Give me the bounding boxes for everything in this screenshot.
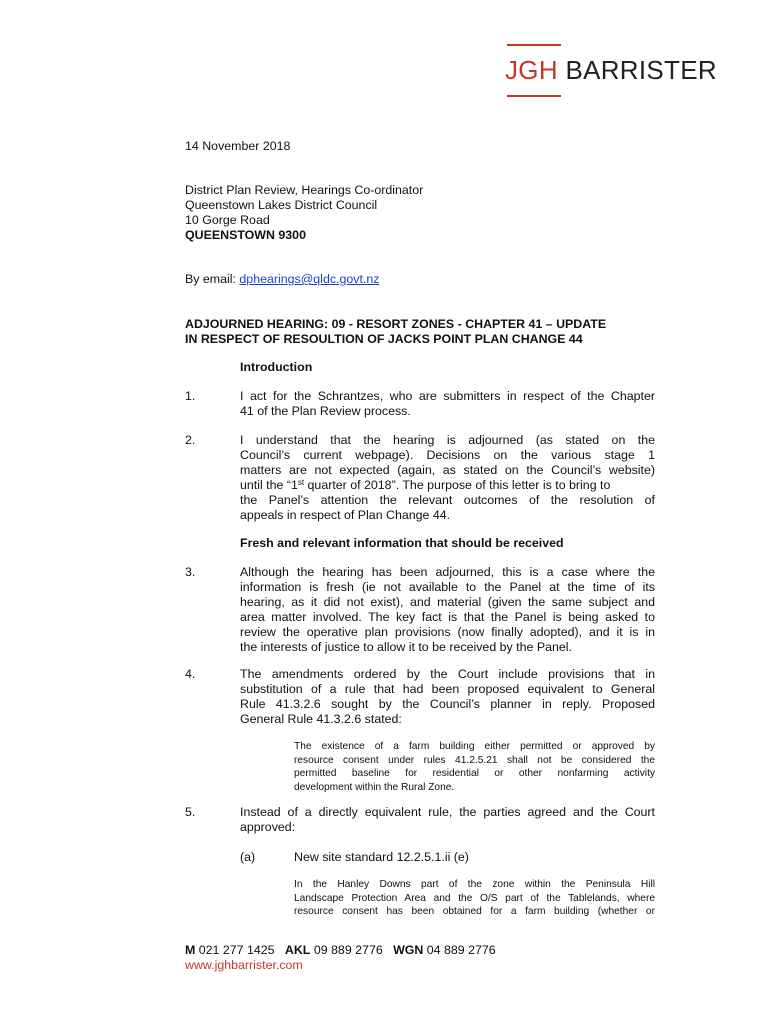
quote-line: permitted baseline for residential or other nonfarming activity — [294, 768, 655, 779]
quote-line: resource consent has been obtained for a farm building (whether or — [294, 906, 655, 917]
email-link[interactable]: dphearings@qldc.govt.nz — [239, 272, 380, 286]
paragraph-number: 2. — [185, 433, 196, 447]
paragraph-line — [240, 478, 655, 493]
email-label: By email: — [185, 272, 240, 286]
subject-heading — [185, 317, 655, 347]
email-line — [185, 272, 379, 287]
address-block — [185, 183, 423, 243]
subject-line: IN RESPECT OF RESOULTION OF JACKS POINT PLAN CHANGE 44 — [185, 332, 583, 346]
akl-label: AKL — [284, 943, 311, 957]
address-line: Queenstown Lakes District Council — [185, 198, 378, 212]
akl-number: 09 889 2776 — [310, 943, 383, 957]
paragraph-5 — [240, 805, 655, 835]
paragraph-line: I act for the Schrantzes, who are submitters in respect of the Chapter — [240, 389, 655, 403]
logo-top-rule — [507, 44, 561, 46]
paragraph-line: hearing, as it did not exist), and material (given the same subject and — [240, 595, 655, 609]
quoted-standard — [294, 878, 655, 919]
paragraph-number: 4. — [185, 667, 196, 681]
quote-line: resource consent under rules 41.2.5.21 shall not be considered the — [294, 754, 655, 766]
paragraph-line: the interests of justice to allow it to be received by the Panel. — [240, 640, 572, 654]
paragraph-number: 3. — [185, 565, 196, 579]
logo-jgh: JGH — [505, 55, 558, 85]
logo-bottom-rule — [507, 95, 561, 97]
sub-item-text: New site standard 12.2.5.1.ii (e) — [294, 850, 469, 864]
text-run: quarter of 2018”. The purpose of this letter is to bring to — [304, 478, 611, 492]
wgn-label: WGN — [393, 943, 424, 957]
introduction-heading: Introduction — [240, 360, 313, 374]
website-link[interactable]: www.jghbarrister.com — [185, 958, 303, 972]
paragraph-3 — [240, 565, 655, 655]
mobile-number: 021 277 1425 — [195, 943, 275, 957]
paragraph-4 — [240, 667, 655, 727]
paragraph-line: Council’s current webpage). Decisions on the various stage 1 — [240, 448, 655, 462]
logo-barrister: BARRISTER — [565, 55, 717, 85]
jgh-barrister-logo — [505, 56, 717, 84]
fresh-information-heading: Fresh and relevant information that should be received — [240, 536, 564, 550]
paragraph-1 — [240, 389, 655, 419]
quote-line: Landscape Protection Area and the O/S part of the Tablelands, where — [294, 892, 655, 904]
paragraph-line: Rule 41.3.2.6 sought by the Council’s planner in reply. Proposed — [240, 697, 655, 711]
paragraph-line: approved: — [240, 820, 296, 834]
paragraph-line: Instead of a directly equivalent rule, the parties agreed and the Court — [240, 805, 655, 819]
paragraph-line: substitution of a rule that had been proposed equivalent to General — [240, 682, 655, 696]
sub-item-label: (a) — [240, 850, 256, 864]
text-run: until the “1 — [240, 478, 298, 492]
paragraph-line: appeals in respect of Plan Change 44. — [240, 508, 451, 522]
superscript: st — [297, 478, 305, 487]
footer — [185, 943, 496, 973]
address-line: District Plan Review, Hearings Co-ordinator — [185, 183, 424, 197]
paragraph-line: Although the hearing has been adjourned, this is a case where the — [240, 565, 655, 579]
paragraph-line: The amendments ordered by the Court include provisions that in — [240, 667, 655, 681]
paragraph-line: matters are not expected (again, as stated on the Council’s website) — [240, 463, 655, 477]
quoted-rule — [294, 740, 655, 794]
paragraph-number: 5. — [185, 805, 196, 819]
paragraph-line: the Panel’s attention the relevant outcomes of the resolution of — [240, 493, 655, 507]
mobile-label: M — [185, 943, 196, 957]
subject-line: ADJOURNED HEARING: 09 - RESORT ZONES - CHAPTER 41 – UPDATE — [185, 317, 607, 331]
paragraph-2 — [240, 433, 655, 523]
footer-phones — [185, 943, 496, 958]
paragraph-line: 41 of the Plan Review process. — [240, 404, 411, 418]
quote-line: development within the Rural Zone. — [294, 781, 455, 793]
address-city: QUEENSTOWN 9300 — [185, 228, 306, 242]
paragraph-line: General Rule 41.3.2.6 stated: — [240, 712, 402, 726]
wgn-number: 04 889 2776 — [423, 943, 496, 957]
paragraph-line: information is fresh (ie not available to the Panel at the time of its — [240, 580, 655, 594]
quote-line: In the Hanley Downs part of the zone within the Peninsula Hill — [294, 879, 655, 890]
address-line: 10 Gorge Road — [185, 213, 270, 227]
paragraph-line: review the operative plan provisions (now finally adopted), and it is in — [240, 625, 655, 639]
quote-line: The existence of a farm building either permitted or approved by — [294, 741, 655, 752]
paragraph-line: area matter involved. The key fact is that the Panel is being asked to — [240, 610, 655, 624]
letter-date: 14 November 2018 — [185, 139, 291, 153]
paragraph-line: I understand that the hearing is adjourned (as stated on the — [240, 433, 655, 447]
paragraph-number: 1. — [185, 389, 196, 403]
